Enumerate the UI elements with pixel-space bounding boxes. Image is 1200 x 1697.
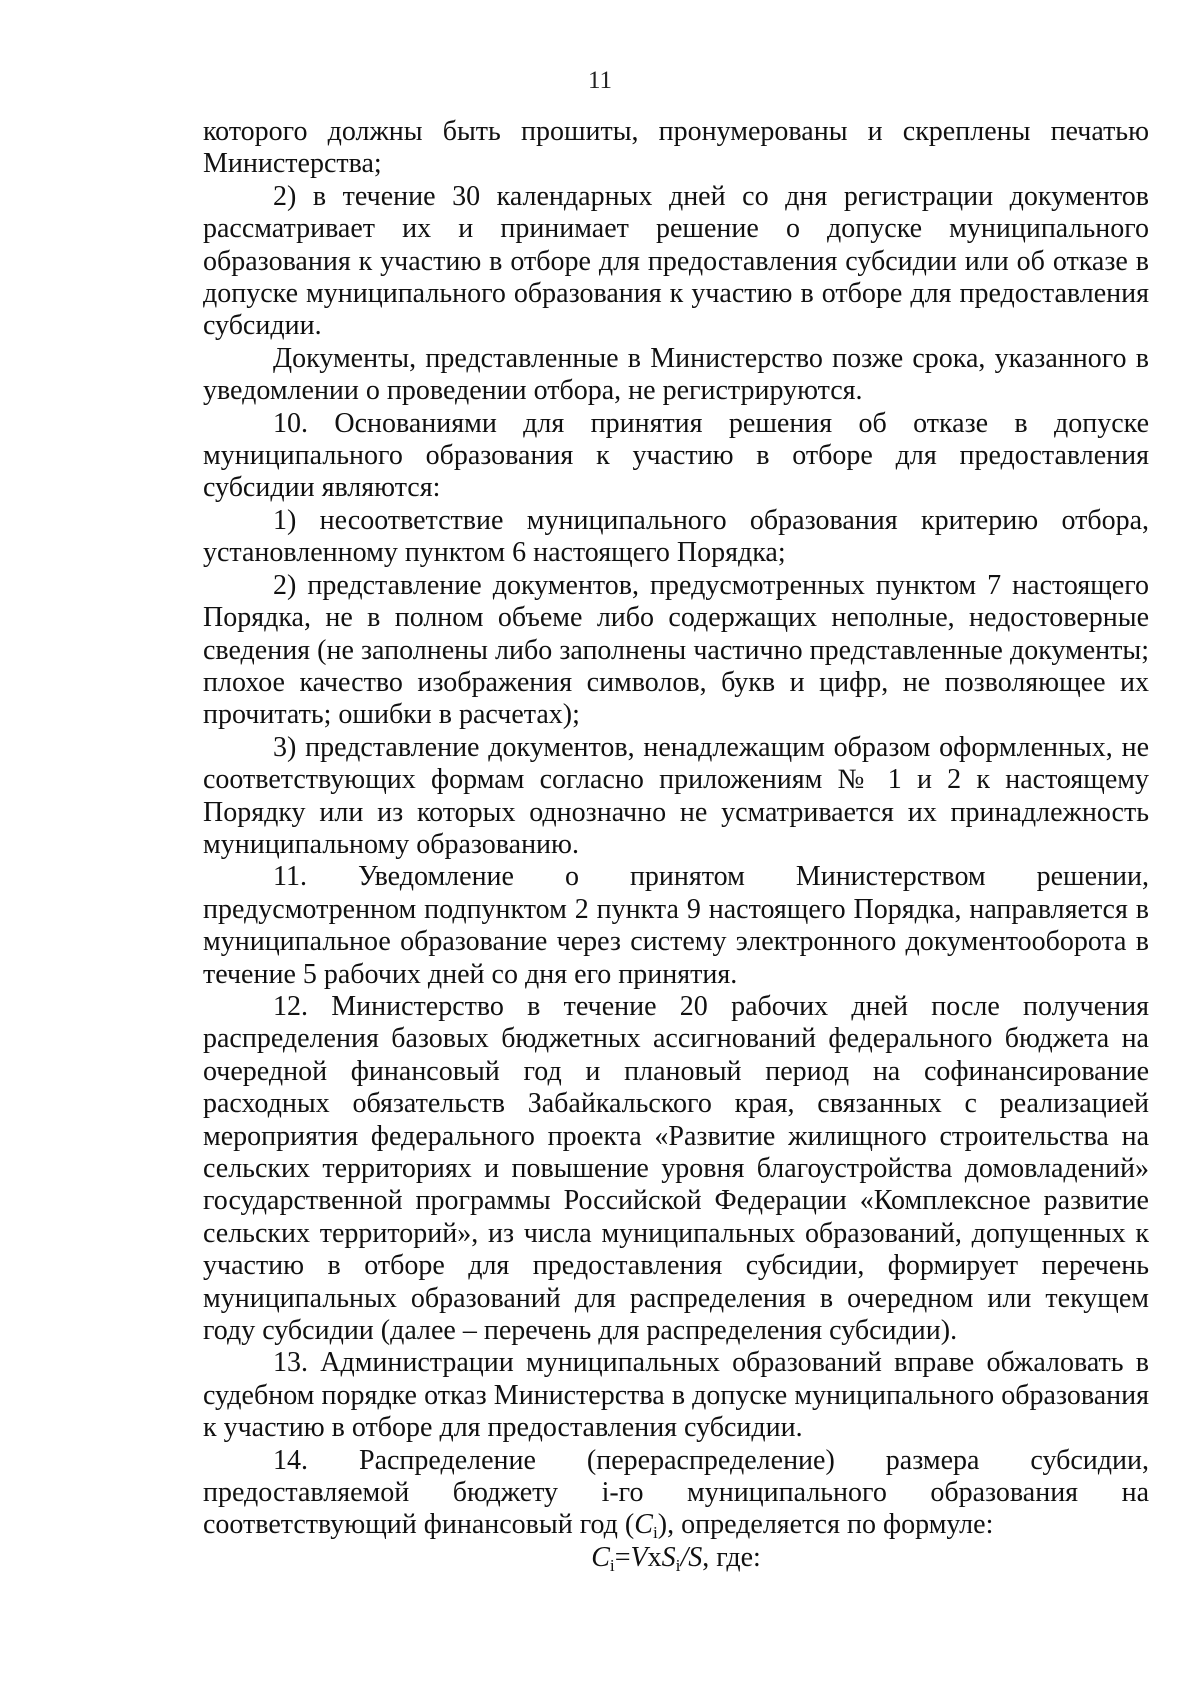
paragraph-10-item-3: 3) представление документов, ненадлежащим образом оформленных, не соответствующих формам согласно приложениям № 1 и 2 к настоящему Порядку или из которых однозначно не усматривается их принадлежность муниципальному образованию. <box>203 731 1149 860</box>
paragraph-10-item-1: 1) несоответствие муниципального образования критерию отбора, установленному пунктом 6 настоящего Порядка; <box>203 504 1149 569</box>
formula-multiply: x <box>647 1541 662 1573</box>
paragraph-item-2: 2) в течение 30 календарных дней со дня регистрации документов рассматривает их и принимает решение о допуске муниципального образования к участию в отборе для предоставления субсидии или об отказе в допуске муниципального образования к участию в отборе для предоставления субсидии. <box>203 180 1149 342</box>
formula-c: C <box>591 1541 610 1573</box>
formula-c-subscript: i <box>609 1555 615 1575</box>
formula-divide-s: /S <box>680 1541 703 1573</box>
document-body <box>203 116 1149 1574</box>
formula-equals: = <box>614 1541 631 1573</box>
paragraph-14-text: 14. Распределение (перераспределение) размера субсидии, предоставляемой бюджету i-го муниципального образования на соответствующий финансовый год ( <box>203 1444 1149 1541</box>
paragraph-13: 13. Администрации муниципальных образований вправе обжаловать в судебном порядке отказ Министерства в допуске муниципального образования к участию в отборе для предоставления субсидии. <box>203 1347 1149 1444</box>
page-number: 11 <box>587 67 613 94</box>
formula-v: V <box>630 1541 648 1573</box>
paragraph-late-documents: Документы, представленные в Министерство позже срока, указанного в уведомлении о проведении отбора, не регистрируются. <box>203 342 1149 407</box>
paragraph-10: 10. Основаниями для принятия решения об отказе в допуске муниципального образования к участию в отборе для предоставления субсидии являются: <box>203 407 1149 504</box>
paragraph-14 <box>203 1445 1149 1542</box>
paragraph-14-tail: ), определяется по формуле: <box>657 1509 994 1541</box>
variable-c: C <box>634 1509 653 1541</box>
paragraph-11: 11. Уведомление о принятом Министерством решении, предусмотренном подпунктом 2 пункта 9 настоящего Порядка, направляется в муниципальное образование через систему электронного документооборота в течение 5 рабочих дней со дня его принятия. <box>203 861 1149 990</box>
formula-s-subscript: i <box>675 1555 681 1575</box>
formula-s: S <box>661 1541 676 1573</box>
paragraph-10-item-2: 2) представление документов, предусмотренных пунктом 7 настоящего Порядка, не в полном объеме либо содержащих неполные, недостоверные сведения (не заполнены либо заполнены частично представленные документы; плохое качество изображения символов, букв и цифр, не позволяющее их прочитать; ошибки в расчетах); <box>203 569 1149 731</box>
formula-tail: , где: <box>702 1541 761 1573</box>
formula <box>203 1542 1149 1574</box>
variable-c-subscript: i <box>652 1523 658 1543</box>
paragraph-continuation: которого должны быть прошиты, пронумерованы и скреплены печатью Министерства; <box>203 116 1149 180</box>
paragraph-12: 12. Министерство в течение 20 рабочих дней после получения распределения базовых бюджетных ассигнований федерального бюджета на очередной финансовый год и плановый период на софинансирование расходных обязательств Забайкальского края, связанных с реализацией мероприятия федерального проекта «Развитие жилищного строительства на сельских территориях и повышение уровня благоустройства домовладений» государственной программы Российской Федерации «Комплексное развитие сельских территорий», из числа муниципальных образований, допущенных к участию в отборе для предоставления субсидии, формирует перечень муниципальных образований для распределения в очередном или текущем году субсидии (далее – перечень для распределения субсидии). <box>203 990 1149 1347</box>
